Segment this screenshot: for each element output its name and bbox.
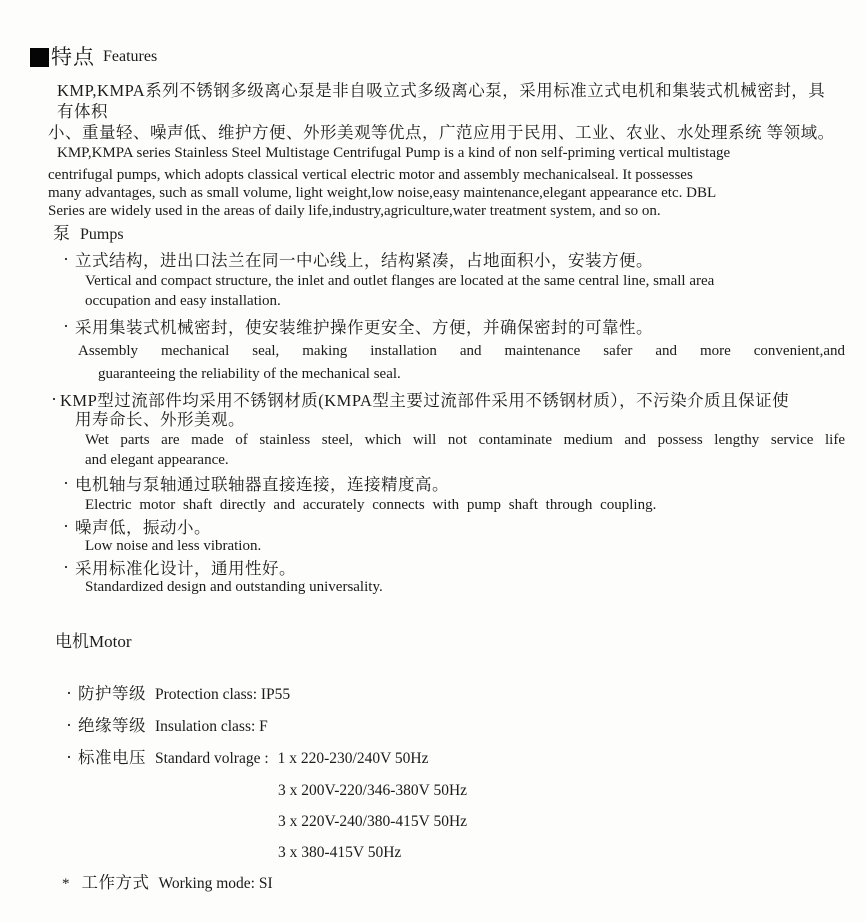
voltage-option: 3 x 380-415V 50Hz bbox=[278, 844, 402, 861]
motor-spec-label-en: Insulation class: F bbox=[155, 718, 268, 735]
features-paragraph-cn bbox=[48, 80, 845, 143]
features-heading-en: Features bbox=[103, 48, 158, 65]
pump-item-cn-line bbox=[0, 475, 846, 494]
pumps-heading-cn: 泵 bbox=[53, 224, 70, 243]
pump-item-cn-line bbox=[0, 559, 846, 578]
motor-voltage-value: 1 x 220-230/240V 50Hz bbox=[277, 750, 429, 767]
voltage-option: 3 x 220V-240/380-415V 50Hz bbox=[278, 813, 468, 830]
pump-feature-item bbox=[0, 559, 866, 596]
motor-spec-item bbox=[0, 716, 846, 737]
pump-item-cn-text: 采用集装式机械密封，使安装维护操作更安全、方便，并确保密封的可靠性。 bbox=[75, 318, 653, 337]
pump-feature-item bbox=[0, 318, 866, 383]
bullet-dot-icon: · bbox=[66, 747, 73, 767]
pumps-heading bbox=[53, 224, 866, 245]
pump-item-cn-line bbox=[0, 391, 846, 410]
features-en-line: centrifugal pumps, which adopts classical vertical electric motor and assembly mechanicalseal. It possesses bbox=[48, 167, 693, 183]
pump-item-en-line: Wet parts are made of stainless steel, which will not contaminate medium and possess lengthy service life bbox=[85, 432, 845, 448]
pump-item-cn-line bbox=[0, 518, 846, 537]
pumps-heading-en: Pumps bbox=[80, 226, 124, 243]
features-en-line: KMP,KMPA series Stainless Steel Multistage Centrifugal Pump is a kind of non self-priming vertical multistage bbox=[57, 145, 731, 161]
motor-spec-label-cn: 防护等级 bbox=[78, 684, 146, 703]
motor-spec-label-en: Standard volrage : bbox=[155, 750, 269, 767]
pump-item-cn-text: 立式结构，进出口法兰在同一中心线上，结构紧凑，占地面积小，安装方便。 bbox=[75, 251, 653, 270]
black-square-marker-icon bbox=[30, 48, 49, 67]
asterisk-marker-icon: * bbox=[62, 876, 70, 892]
motor-spec-label-cn: 标准电压 bbox=[78, 748, 146, 767]
pump-feature-item bbox=[0, 475, 866, 514]
voltage-option: 3 x 200V-220/346-380V 50Hz bbox=[278, 782, 468, 799]
pump-item-cn-text: 采用标准化设计，通用性好。 bbox=[75, 559, 296, 578]
pump-item-cn-text: 用寿命长、外形美观。 bbox=[75, 410, 245, 429]
bullet-dot-icon: · bbox=[63, 473, 70, 493]
pump-item-en-line: occupation and easy installation. bbox=[85, 293, 281, 309]
pump-item-en-line: Vertical and compact structure, the inlet and outlet flanges are located at the same central line, small area bbox=[85, 273, 715, 289]
working-mode-en: Working mode: SI bbox=[158, 875, 273, 892]
motor-heading: 电机Motor bbox=[55, 632, 132, 651]
pump-item-en-line: and elegant appearance. bbox=[85, 452, 229, 468]
motor-spec-label-en: Protection class: IP55 bbox=[155, 686, 291, 703]
pump-item-cn-line bbox=[0, 251, 846, 270]
pump-item-en-line: Electric motor shaft directly and accurately connects with pump shaft through coupling. bbox=[85, 497, 657, 513]
features-en-line: Series are widely used in the areas of daily life,industry,agriculture,water treatment system, and so on. bbox=[48, 203, 661, 219]
working-mode-cn: 工作方式 bbox=[81, 873, 150, 892]
bullet-dot-icon: · bbox=[63, 516, 70, 536]
bullet-dot-icon: · bbox=[63, 557, 70, 577]
bullet-dot-icon: · bbox=[63, 249, 70, 269]
pump-item-en-line: Standardized design and outstanding universality. bbox=[85, 579, 383, 595]
pump-item-cn-text: 电机轴与泵轴通过联轴器直接连接，连接精度高。 bbox=[75, 475, 449, 494]
pump-item-cn-line bbox=[0, 410, 846, 429]
features-en-line: many advantages, such as small volume, light weight,low noise,easy maintenance,elegant appearance etc. DBL bbox=[48, 185, 717, 201]
bullet-dot-icon: · bbox=[51, 389, 58, 409]
pump-feature-item bbox=[0, 391, 866, 469]
features-heading bbox=[30, 46, 866, 68]
features-cn-line: KMP,KMPA系列不锈钢多级离心泵是非自吸立式多级离心泵，采用标准立式电机和集装式机械密封，具 有体积 bbox=[57, 81, 826, 121]
pump-item-cn-line bbox=[0, 318, 846, 337]
pump-item-en-line: Low noise and less vibration. bbox=[85, 538, 262, 554]
bullet-dot-icon: · bbox=[66, 683, 73, 703]
features-cn-line: 小、重量轻、噪声低、维护方便、外形美观等优点，广范应用于民用、工业、农业、水处理系统 等领域。 bbox=[48, 123, 835, 142]
bullet-dot-icon: · bbox=[66, 715, 73, 735]
pump-item-en-line: Assembly mechanical seal, making installation and maintenance safer and more convenient,and bbox=[78, 343, 845, 359]
working-mode-footnote bbox=[62, 873, 866, 894]
features-heading-cn: 特点 bbox=[51, 45, 95, 69]
features-paragraph-en bbox=[48, 144, 845, 220]
motor-spec-item bbox=[0, 684, 846, 705]
pump-item-cn-text: 噪声低，振动小。 bbox=[75, 518, 211, 537]
pump-item-en-line: guaranteeing the reliability of the mechanical seal. bbox=[98, 366, 401, 382]
motor-spec-item bbox=[0, 748, 846, 769]
pump-feature-item bbox=[0, 518, 866, 555]
bullet-dot-icon: · bbox=[63, 316, 70, 336]
pump-feature-item bbox=[0, 251, 866, 310]
motor-spec-label-cn: 绝缘等级 bbox=[78, 716, 146, 735]
pump-item-cn-text: KMP型过流部件均采用不锈钢材质(KMPA型主要过流部件采用不锈钢材质），不污染介质且保证使 bbox=[60, 391, 790, 410]
